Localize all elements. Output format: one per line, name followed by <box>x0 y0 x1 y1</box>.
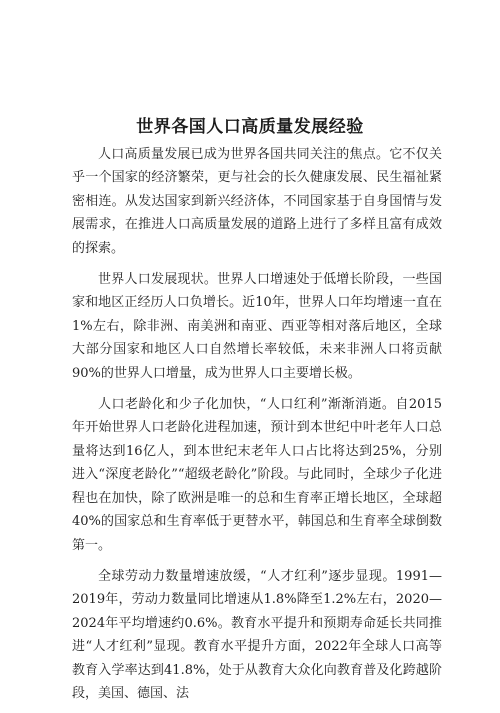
paragraph-population-status: 世界人口发展现状。世界人口增速处于低增长阶段，一些国家和地区正经历人口负增长。近10年，世界人口年均增速一直在1%左右，除非洲、南美洲和南亚、西亚等相对落后地区，全球大部分国家和地区人口自然增长率较低，未来非洲人口将贡献90%的世界人口增量，成为世界人口主要增长极。 <box>72 272 442 381</box>
paragraph-intro: 人口高质量发展已成为世界各国共同关注的焦点。它不仅关乎一个国家的经济繁荣，更与社会的长久健康发展、民生福祉紧密相连。从发达国家到新兴经济体，不同国家基于自身国情与发展需求，在推进人口高质量发展的道路上进行了多样且富有成效的探索。 <box>72 147 442 256</box>
paragraph-aging: 人口老龄化和少子化加快，“人口红利”渐渐消逝。自2015年开始世界人口老龄化进程加速，预计到本世纪中叶老年人口总量将达到16亿人，到本世纪末老年人口占比将达到25%，分别进入“深度老龄化”“超级老龄化”阶段。与此同时，全球少子化进程也在加快，除了欧洲是唯一的总和生育率正增长地区，全球超40%的国家总和生育率低于更替水平，韩国总和生育率全球倒数第一。 <box>72 397 442 553</box>
document-body <box>72 143 442 713</box>
document-title: 世界各国人口高质量发展经验 <box>136 117 364 137</box>
paragraph-labor-force: 全球劳动力数量增速放缓，“人才红利”逐步显现。1991—2019年，劳动力数量同比增速从1.8%降至1.2%左右，2020—2024年平均增速约0.6%。教育水平提升和预期寿命延长共同推进“人才红利”显现。教育水平提升方面，2022年全球人口高等教育入学率达到41.8%，处于从教育大众化向教育普及化跨越阶段，美国、德国、法 <box>72 568 442 701</box>
